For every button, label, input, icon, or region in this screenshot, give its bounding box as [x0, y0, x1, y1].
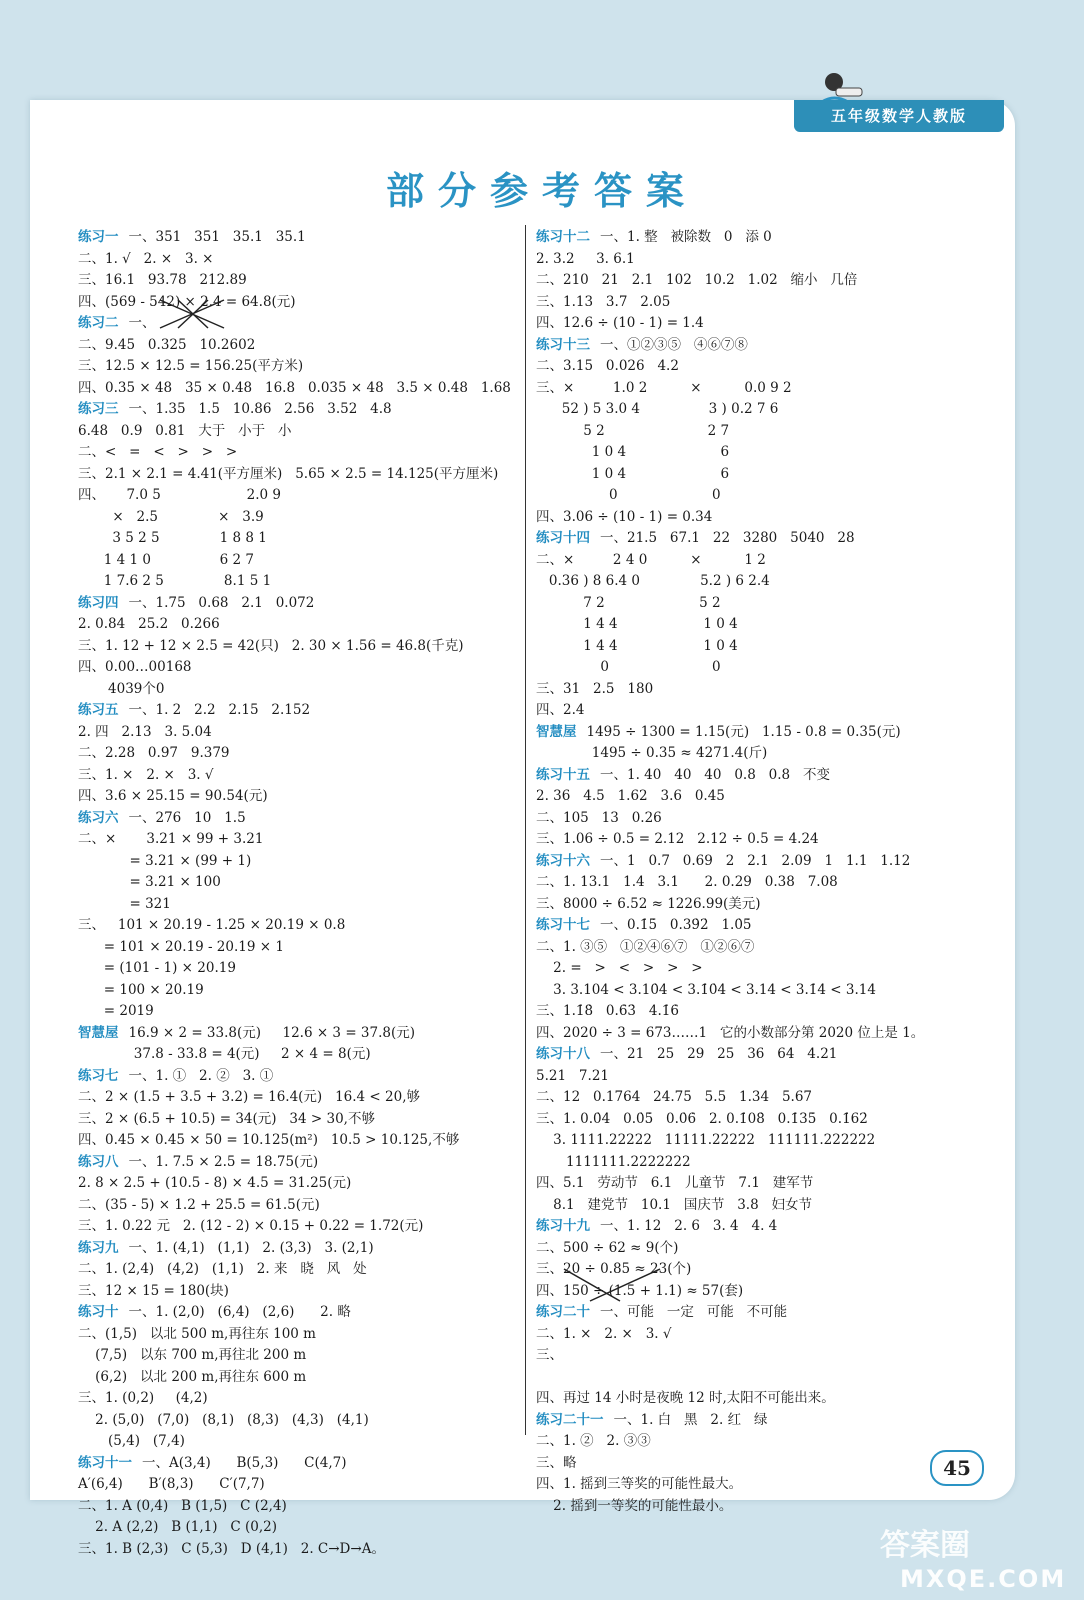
answer-line: [536, 743, 996, 765]
answer-line: [536, 1173, 996, 1195]
answer-text: 1 4 4 1 0 4: [536, 637, 738, 654]
answer-line: [78, 485, 518, 507]
exercise-label: 智慧屋: [78, 1024, 119, 1041]
answer-text: 5.21 7.21: [536, 1067, 609, 1084]
answer-text: 二、12 0.1764 24.75 5.5 1.34 5.67: [536, 1089, 813, 1105]
answer-line: [78, 270, 518, 292]
answer-line: [78, 1044, 518, 1066]
answer-text: 1495 ÷ 0.35 ≈ 4271.4(斤): [536, 745, 768, 761]
exercise-label: 练习十九: [536, 1218, 590, 1234]
answer-line: [78, 507, 518, 529]
exercise-label: 练习十五: [536, 766, 590, 783]
answer-line: [536, 442, 996, 464]
answer-text: 2. (5,0) (7,0) (8,1) (8,3) (4,3) (4,1): [78, 1411, 369, 1428]
answer-line: [536, 1023, 996, 1045]
answer-text: 2. A (2,2) B (1,1) C (0,2): [78, 1519, 277, 1535]
answer-text: 2. 四 2.13 3. 5.04: [78, 723, 212, 740]
watermark-logo: 答案圈: [880, 1528, 970, 1563]
answer-line: [78, 442, 518, 464]
answer-text: 4039个0: [78, 680, 165, 697]
answer-text: 7 2 5 2: [536, 594, 721, 611]
answer-line: [78, 571, 518, 593]
answer-text: 1 4 1 0 6 2 7: [78, 551, 254, 568]
answer-line: [78, 1001, 518, 1023]
answer-line: [536, 937, 996, 959]
answer-text: 一、1.35 1.5 10.86 2.56 3.52 4.8: [128, 401, 392, 417]
answer-text: 三、× 1.0 2 × 0.0 9 2: [536, 379, 792, 396]
answer-text: 二、1. A (0,4) B (1,5) C (2,4): [78, 1497, 287, 1514]
answer-line: [78, 550, 518, 572]
answer-line: [536, 894, 996, 916]
answer-line: [78, 1517, 518, 1539]
answer-text: 二、(1,5) 以北 500 m,再往东 100 m: [78, 1325, 316, 1342]
answer-text: 二、3.15 0.026 4.2: [536, 358, 679, 374]
right-column: [536, 227, 996, 1517]
answer-line: [536, 980, 996, 1002]
answer-text: 1 4 4 1 0 4: [536, 616, 738, 632]
page-title: 部分参考答案: [385, 169, 698, 213]
answer-text: = 101 × 20.19 - 20.19 × 1: [78, 938, 284, 955]
answer-line: [78, 1216, 518, 1238]
answer-line: [78, 1281, 518, 1303]
answer-line: [536, 528, 996, 550]
answer-text: 二、× 3.21 × 99 + 3.21: [78, 831, 264, 847]
answer-line: [536, 1130, 996, 1152]
answer-line: [536, 657, 996, 679]
answer-line: [536, 1453, 996, 1475]
answer-line: [536, 872, 996, 894]
answer-line: [78, 313, 518, 335]
answer-line: [536, 249, 996, 271]
answer-text: 1111111.2222222: [536, 1153, 691, 1170]
answer-text: 二、1. ② 2. ③③: [536, 1433, 651, 1449]
answer-line: [78, 1152, 518, 1174]
answer-line: [536, 829, 996, 851]
exercise-label: 练习八: [78, 1153, 119, 1170]
answer-text: 四、150 ÷ (1.5 + 1.1) ≈ 57(套): [536, 1282, 744, 1299]
answer-line: [536, 464, 996, 486]
answer-text: 0 0: [536, 659, 721, 675]
answer-text: 三、1.13 3.7 2.05: [536, 293, 671, 310]
answer-line: [536, 636, 996, 658]
answer-text: 一、1.75 0.68 2.1 0.072: [128, 594, 315, 611]
answer-line: [78, 1345, 518, 1367]
answer-text: 四、2.4: [536, 702, 585, 718]
answer-line: [78, 1324, 518, 1346]
answer-text: 1 0 4 6: [536, 444, 730, 460]
answer-line: [536, 786, 996, 808]
exercise-label: 练习四: [78, 594, 119, 611]
exercise-label: 练习六: [78, 809, 119, 826]
answer-line: [78, 378, 518, 400]
exercise-label: 练习二十: [536, 1304, 590, 1320]
exercise-label: 练习十二: [536, 229, 590, 245]
answer-text: × 2.5 × 3.9: [78, 508, 264, 525]
answer-line: [78, 1302, 518, 1324]
answer-text: 6.48 0.9 0.81 大于 小于 小: [78, 422, 292, 439]
answer-line: [536, 399, 996, 421]
answer-text: 二、2 × (1.5 + 3.5 + 3.2) = 16.4(元) 16.4 < 20,够: [78, 1089, 420, 1105]
answer-line: [78, 614, 518, 636]
exercise-label: 练习十一: [78, 1454, 132, 1471]
answer-line: [78, 980, 518, 1002]
answer-line: [536, 1324, 996, 1346]
answer-text: 0.36 ) 8 6.4 0 5.2 ) 6 2.4: [536, 573, 770, 589]
answer-line: [536, 593, 996, 615]
answer-text: 2. 摇到一等奖的可能性最小。: [536, 1497, 733, 1514]
answer-line: [78, 657, 518, 679]
answer-text: 1 0 4 6: [536, 465, 730, 482]
answer-text: (6,2) 以北 200 m,再往东 600 m: [78, 1368, 307, 1385]
answer-line: [78, 722, 518, 744]
answer-text: 二、1. × 2. × 3. √: [536, 1325, 672, 1342]
answer-line: [536, 722, 996, 744]
answer-text: 一、: [128, 315, 156, 331]
answer-line: [78, 1367, 518, 1389]
answer-text: 一、276 10 1.5: [128, 809, 246, 826]
answer-line: [536, 507, 996, 529]
answer-text: 一、1. 整 被除数 0 添 0: [600, 229, 772, 245]
answer-line: [78, 1087, 518, 1109]
answer-text: 0 0: [536, 487, 721, 503]
answer-text: A′(6,4) B′(8,3) C′(7,7): [78, 1476, 265, 1492]
answer-line: [78, 1496, 518, 1518]
exercise-label: 练习一: [78, 229, 119, 245]
answer-line: [536, 1195, 996, 1217]
answer-text: 二、210 21 2.1 102 10.2 1.02 缩小 几倍: [536, 272, 858, 288]
answer-text: 3 5 2 5 1 8 8 1: [78, 530, 267, 546]
answer-text: 三、1. 12 + 12 × 2.5 = 42(只) 2. 30 × 1.56 = 46.8(千克): [78, 637, 464, 654]
answer-line: [78, 356, 518, 378]
answer-text: 四、1. 摇到三等奖的可能性最大。: [536, 1476, 743, 1492]
answer-text: 二、500 ÷ 62 ≈ 9(个): [536, 1239, 679, 1256]
answer-line: [536, 1216, 996, 1238]
answer-text: 二、× 2 4 0 × 1 2: [536, 551, 766, 568]
answer-text: 三、31 2.5 180: [536, 680, 654, 697]
answer-text: 一、1. ① 2. ② 3. ①: [128, 1067, 274, 1084]
answer-text: 二、1. ③⑤ ①②④⑥⑦ ①②⑥⑦: [536, 938, 755, 955]
answer-text: 二、1. 13.1 1.4 3.1 2. 0.29 0.38 7.08: [536, 874, 838, 890]
answer-text: 三、 101 × 20.19 - 1.25 × 20.19 × 0.8: [78, 917, 346, 933]
answer-line: [78, 1431, 518, 1453]
answer-line: [536, 356, 996, 378]
answer-line: [536, 1431, 996, 1453]
left-column: [78, 227, 518, 1560]
answer-line: [536, 313, 996, 335]
answer-line: [78, 829, 518, 851]
answer-line: [536, 1044, 996, 1066]
answer-line: [78, 958, 518, 980]
answer-text: 三、2 × (6.5 + 10.5) = 34(元) 34 > 30,不够: [78, 1110, 375, 1127]
answer-line: [78, 1195, 518, 1217]
answer-line: [536, 1367, 996, 1389]
answer-text: 一、A(3,4) B(5,3) C(4,7): [142, 1454, 347, 1471]
answer-text: 8.1 建党节 10.1 国庆节 3.8 妇女节: [536, 1196, 813, 1213]
answer-line: [536, 571, 996, 593]
answer-line: [78, 1388, 518, 1410]
answer-text: 一、可能 一定 可能 不可能: [600, 1304, 788, 1320]
answer-text: 一、0.1̇5̇ 0.39̇2̇ 1.0̇5̇: [600, 917, 752, 933]
answer-text: 3. 1111.22222 11111.22222 111111.222222: [536, 1132, 876, 1148]
answer-text: 三、1. 0.22 元 2. (12 - 2) × 0.15 + 0.22 = 1.72(元): [78, 1218, 424, 1234]
answer-text: 52 ) 5 3.0 4 3 ) 0.2 7 6: [536, 401, 779, 417]
answer-text: 一、1. 7.5 × 2.5 = 18.75(元): [128, 1153, 319, 1170]
answer-line: [78, 1173, 518, 1195]
answer-text: 二、105 13 0.26: [536, 809, 662, 826]
answer-text: 一、1. 白 黑 2. 红 绿: [613, 1411, 768, 1428]
answer-text: 37.8 - 33.8 = 4(元) 2 × 4 = 8(元): [78, 1046, 371, 1062]
answer-line: [78, 786, 518, 808]
answer-text: 16.9 × 2 = 33.8(元) 12.6 × 3 = 37.8(元): [128, 1024, 416, 1041]
answer-text: 二、1. √ 2. × 3. ×: [78, 250, 214, 267]
answer-line: [78, 292, 518, 314]
answer-text: 三、1.06 ÷ 0.5 = 2.12 2.12 ÷ 0.5 = 4.24: [536, 831, 819, 847]
answer-text: 三、1. × 2. × 3. √: [78, 766, 214, 783]
answer-text: 四、0.35 × 48 35 × 0.48 16.8 0.035 × 48 3.5 × 0.48 1.68: [78, 379, 511, 396]
answer-text: 三、1.1̇8̇ 0.6̇3̇ 4.1̇6̇: [536, 1003, 679, 1019]
answer-line: [536, 485, 996, 507]
answer-text: = 3.21 × 100: [78, 874, 221, 890]
exercise-label: 练习十四: [536, 530, 590, 546]
watermark-url: MXQE.COM: [900, 1565, 1067, 1593]
answer-text: 一、1. 12 2. 6 3. 4 4. 4: [600, 1218, 778, 1234]
answer-line: [78, 1410, 518, 1432]
answer-text: 四、3.06 ÷ (10 - 1) = 0.34: [536, 508, 713, 525]
answer-line: [536, 808, 996, 830]
exercise-label: 练习十七: [536, 917, 590, 933]
answer-text: 四、 7.0 5 2.0 9: [78, 487, 281, 503]
answer-text: 一、1. 40 40 40 0.8 0.8 不变: [600, 766, 831, 783]
answer-line: [78, 249, 518, 271]
exercise-label: 练习十: [78, 1304, 119, 1320]
answer-text: 三、12 × 15 = 180(块): [78, 1282, 229, 1299]
answer-text: 2. 3.2 3. 6.1: [536, 250, 635, 267]
answer-text: 二、2.28 0.97 9.379: [78, 745, 230, 761]
answer-line: [536, 765, 996, 787]
answer-line: [78, 399, 518, 421]
answer-text: 三、1. B (2,3) C (5,3) D (4,1) 2. C→D→A。: [78, 1540, 385, 1557]
grade-badge: 五年级数学人教版: [794, 100, 1004, 132]
column-divider: [525, 225, 526, 1435]
answer-text: 三、: [536, 1347, 563, 1363]
answer-line: [536, 1109, 996, 1131]
answer-line: [78, 593, 518, 615]
answer-text: 四、3.6 × 25.15 = 90.54(元): [78, 788, 268, 804]
page-number: 45: [930, 1450, 984, 1486]
answer-text: 一、21 25 29 25 36 64 4.21: [600, 1046, 838, 1062]
answer-line: [78, 1066, 518, 1088]
answer-text: = (101 - 1) × 20.19: [78, 960, 236, 976]
answer-text: 三、8000 ÷ 6.52 ≈ 1226.99(美元): [536, 895, 761, 912]
answer-line: [536, 421, 996, 443]
answer-text: 四、再过 14 小时是夜晚 12 时,太阳不可能出来。: [536, 1390, 835, 1406]
answer-line: [536, 1087, 996, 1109]
answer-text: 2. 36 4.5 1.62 3.6 0.45: [536, 788, 725, 804]
exercise-label: 练习二十一: [536, 1411, 604, 1428]
answer-line: [536, 1238, 996, 1260]
answer-text: 一、351 351 35.1 35.1: [128, 229, 306, 245]
answer-text: 一、1. (2,0) (6,4) (2,6) 2. 略: [128, 1304, 351, 1320]
answer-line: [536, 1388, 996, 1410]
answer-text: 2. = > < > > >: [536, 960, 703, 976]
answer-line: [78, 700, 518, 722]
answer-line: [536, 1152, 996, 1174]
exercise-label: 练习十八: [536, 1046, 590, 1062]
matching-lines-icon: [560, 1265, 670, 1305]
answer-text: 四、0.45 × 0.45 × 50 = 10.125(m²) 10.5 > 10.125,不够: [78, 1132, 460, 1148]
answer-text: 2. 8 × 2.5 + (10.5 - 8) × 4.5 = 31.25(元): [78, 1175, 352, 1191]
answer-line: [78, 1474, 518, 1496]
answer-line: [536, 1066, 996, 1088]
answer-text: 四、2020 ÷ 3 = 673……1 它的小数部分第 2020 位上是 1。: [536, 1024, 925, 1041]
exercise-label: 练习二: [78, 315, 119, 331]
exercise-label: 智慧屋: [536, 723, 577, 740]
answer-text: 三、12.5 × 12.5 = 156.25(平方米): [78, 358, 304, 374]
answer-text: 二、(35 - 5) × 1.2 + 25.5 = 61.5(元): [78, 1196, 320, 1213]
answer-text: 四、5.1 劳动节 6.1 儿童节 7.1 建军节: [536, 1175, 814, 1191]
answer-text: 5 2 2 7: [536, 422, 730, 439]
answer-text: = 3.21 × (99 + 1): [78, 852, 252, 869]
answer-line: [536, 292, 996, 314]
answer-line: [536, 1496, 996, 1518]
exercise-label: 练习十六: [536, 852, 590, 869]
answer-text: 3. 3.104 < 3.10̇4̇ < 3.1̇0̇4̇ < 3.14 < 3.1̇4̇ < 3.14̇: [536, 981, 876, 998]
exercise-label: 练习三: [78, 401, 119, 417]
matching-lines-icon: [158, 298, 228, 332]
answer-text: = 321: [78, 895, 171, 912]
answer-line: [536, 958, 996, 980]
answer-text: 三、1. (0,2) (4,2): [78, 1390, 208, 1406]
answer-line: [78, 743, 518, 765]
answer-line: [536, 679, 996, 701]
answer-line: [536, 1345, 996, 1367]
answer-text: 三、略: [536, 1454, 577, 1471]
answer-line: [536, 915, 996, 937]
answer-line: [78, 335, 518, 357]
exercise-label: 练习七: [78, 1067, 119, 1084]
answer-text: (5,4) (7,4): [78, 1433, 185, 1449]
answer-line: [536, 851, 996, 873]
answer-text: 三、20 ÷ 0.85 ≈ 23(个): [536, 1261, 692, 1277]
answer-text: 四、0.00…00168: [78, 659, 192, 675]
answer-line: [536, 378, 996, 400]
answer-text: 二、< = < > > >: [78, 444, 238, 460]
answer-text: 一、①②③⑤ ④⑥⑦⑧: [600, 336, 748, 353]
answer-text: 四、12.6 ÷ (10 - 1) = 1.4: [536, 315, 704, 331]
answer-line: [78, 1238, 518, 1260]
answer-text: = 100 × 20.19: [78, 981, 204, 998]
answer-text: 三、16.1 93.78 212.89: [78, 272, 247, 288]
answer-line: [536, 270, 996, 292]
answer-line: [78, 872, 518, 894]
answer-text: 三、2.1 × 2.1 = 4.41(平方厘米) 5.65 × 2.5 = 14.125(平方厘米): [78, 465, 499, 482]
exercise-label: 练习十三: [536, 336, 590, 353]
answer-line: [78, 1023, 518, 1045]
answer-line: [78, 894, 518, 916]
answer-line: [78, 808, 518, 830]
answer-line: [78, 227, 518, 249]
answer-line: [536, 550, 996, 572]
answer-line: [78, 528, 518, 550]
answer-line: [78, 636, 518, 658]
answer-line: [78, 851, 518, 873]
answer-line: [536, 1302, 996, 1324]
exercise-label: 练习九: [78, 1239, 119, 1256]
answer-line: [78, 1130, 518, 1152]
answer-line: [78, 464, 518, 486]
answer-line: [78, 1453, 518, 1475]
answer-text: 一、1 0.7 0.69 2 2.1 2.09 1 1.1 1.12: [600, 852, 911, 869]
answer-text: 二、9.45 0.325 10.2602: [78, 336, 256, 353]
answer-text: (7,5) 以东 700 m,再往北 200 m: [78, 1347, 307, 1363]
answer-line: [78, 1109, 518, 1131]
answer-text: 一、21.5 67.1 22 3280 5040 28: [600, 530, 855, 546]
answer-line: [536, 227, 996, 249]
answer-text: 1495 ÷ 1300 = 1.15(元) 1.15 - 0.8 = 0.35(元): [586, 723, 901, 740]
answer-text: 四、(569 - 542) × 2.4 = 64.8(元): [78, 293, 296, 310]
answer-text: 1 7.6 2 5 8.1 5 1: [78, 573, 272, 589]
answer-line: [536, 335, 996, 357]
answer-line: [78, 1539, 518, 1561]
answer-line: [536, 614, 996, 636]
answer-text: 一、1. (4,1) (1,1) 2. (3,3) 3. (2,1): [128, 1239, 374, 1256]
answer-line: [536, 700, 996, 722]
answer-line: [78, 679, 518, 701]
answer-line: [78, 421, 518, 443]
exercise-label: 练习五: [78, 702, 119, 718]
answer-line: [78, 937, 518, 959]
answer-text: 2. 0.84 25.2 0.266: [78, 616, 220, 632]
answer-line: [78, 915, 518, 937]
answer-text: 二、1. (2,4) (4,2) (1,1) 2. 来 晓 风 处: [78, 1261, 367, 1277]
answer-line: [78, 765, 518, 787]
answer-line: [536, 1410, 996, 1432]
answer-text: 一、1. 2 2.2 2.15 2.152: [128, 702, 311, 718]
answer-line: [536, 1001, 996, 1023]
answer-line: [536, 1474, 996, 1496]
answer-text: 三、1. 0.0̇4̇ 0.0̇5̇ 0.0̇6̇ 2. 0.1̇08̇ 0.1̇35̇ 0.1̇62̇: [536, 1110, 868, 1127]
answer-text: = 2019: [78, 1003, 154, 1019]
answer-line: [78, 1259, 518, 1281]
